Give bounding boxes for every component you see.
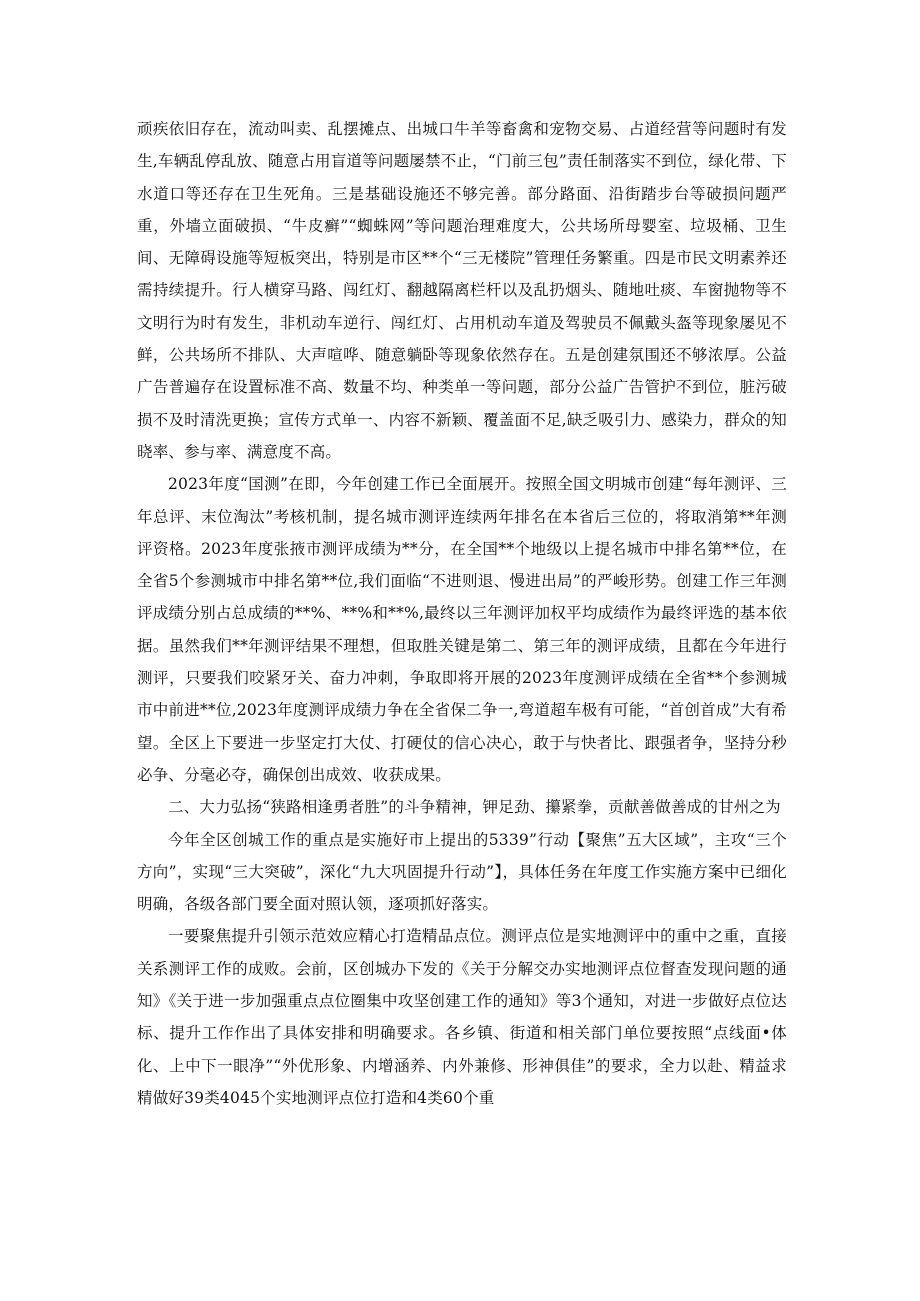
document-page (137, 113, 787, 1114)
section-heading-struggle-spirit: 二、大力弘扬“狭路相逢勇者胜”的斗争精神，钾足劲、攥紧拳，贡献善做善成的甘州之为 (168, 798, 781, 817)
paragraph-evaluation-points: 一要聚焦提升引领示范效应精心打造精品点位。测评点位是实地测评中的重中之重，直接关系测评工作的成败。会前，区创城办下发的《关于分解交办实地测评点位督查发现问题的通知》《关于进一步加强重点点位圈集中攻坚创建工作的通知》等3个通知，对进一步做好点位达标、提升工作作出了具体安排和明确要求。各乡镇、街道和相关部门单位要按照“点线面•体化、上中下一眼净”“外优形象、内增涵养、内外兼修、形神俱佳”的要求，全力以赴、精益求精做好39类4045个实地测评点位打造和4类60个重 (137, 927, 787, 1107)
paragraph-5339-action: 今年全区创城工作的重点是实施好市上提出的5339”行动【聚焦”五大区域”，主攻“三个方向”，实现“三大突破”，深化“九大巩固提升行动”】，具体任务在年度工作实施方案中已细化明确，各级各部门要全面对照认领，逐项抓好落实。 (137, 830, 787, 914)
paragraph-problems-list: 顽疾依旧存在，流动叫卖、乱摆摊点、出城口牛羊等畜禽和宠物交易、占道经营等问题时有发生,车辆乱停乱放、随意占用盲道等问题屡禁不止，“门前三包”责任制落实不到位，绿化带、下水道口等还存在卫生死角。三是基础设施还不够完善。部分路面、沿街踏步台等破损问题严重，外墙立面破损、“牛皮癣”“蜘蛛网”等问题治理难度大，公共场所母婴室、垃圾桶、卫生间、无障碍设施等短板突出，特别是市区**个“三无楼院”管理任务繁重。四是市民文明素养还需持续提升。行人横穿马路、闯红灯、翻越隔离栏杆以及乱扔烟头、随地吐痰、车窗抛物等不文明行为时有发生，非机动车逆行、闯红灯、占用机动车道及驾驶员不佩戴头盔等现象屡见不鲜，公共场所不排队、大声喧哗、随意躺卧等现象依然存在。五是创建氛围还不够浓厚。公益广告普遍存在设置标准不高、数量不均、种类单一等问题，部分公益广告管护不到位，脏污破损不及时清洗更换；宣传方式单一、内容不新颖、覆盖面不足,缺乏吸引力、感染力，群众的知晓率、参与率、满意度不高。 (137, 120, 787, 461)
paragraph-national-evaluation: 2023年度“国测”在即，今年创建工作已全面展开。按照全国文明城市创建“每年测评、三年总评、末位淘汰”考核机制，提名城市测评连续两年排名在本省后三位的，将取消第**年测评资格。2023年度张掖市测评成绩为**分，在全国**个地级以上提名城市中排名第**位，在全省5个参测城市中排名第**位,我们面临“不进则退、慢进出局”的严峻形势。创建工作三年测评成绩分别占总成绩的**%、**%和**%,最终以三年测评加权平均成绩作为最终评选的基本依据。虽然我们**年测评结果不理想，但取胜关键是第二、第三年的测评成绩，且都在今年进行测评，只要我们咬紧牙关、奋力冲刺，争取即将开展的2023年度测评成绩在全省**个参测城市中前进**位,2023年度测评成绩力争在全省保二争一,弯道超车极有可能，“首创首成”大有希望。全区上下要进一步坚定打大仗、打硬仗的信心决心，敢于与快者比、跟强者争，坚持分秒必争、分毫必夺，确保创出成效、收获成果。 (137, 475, 787, 784)
